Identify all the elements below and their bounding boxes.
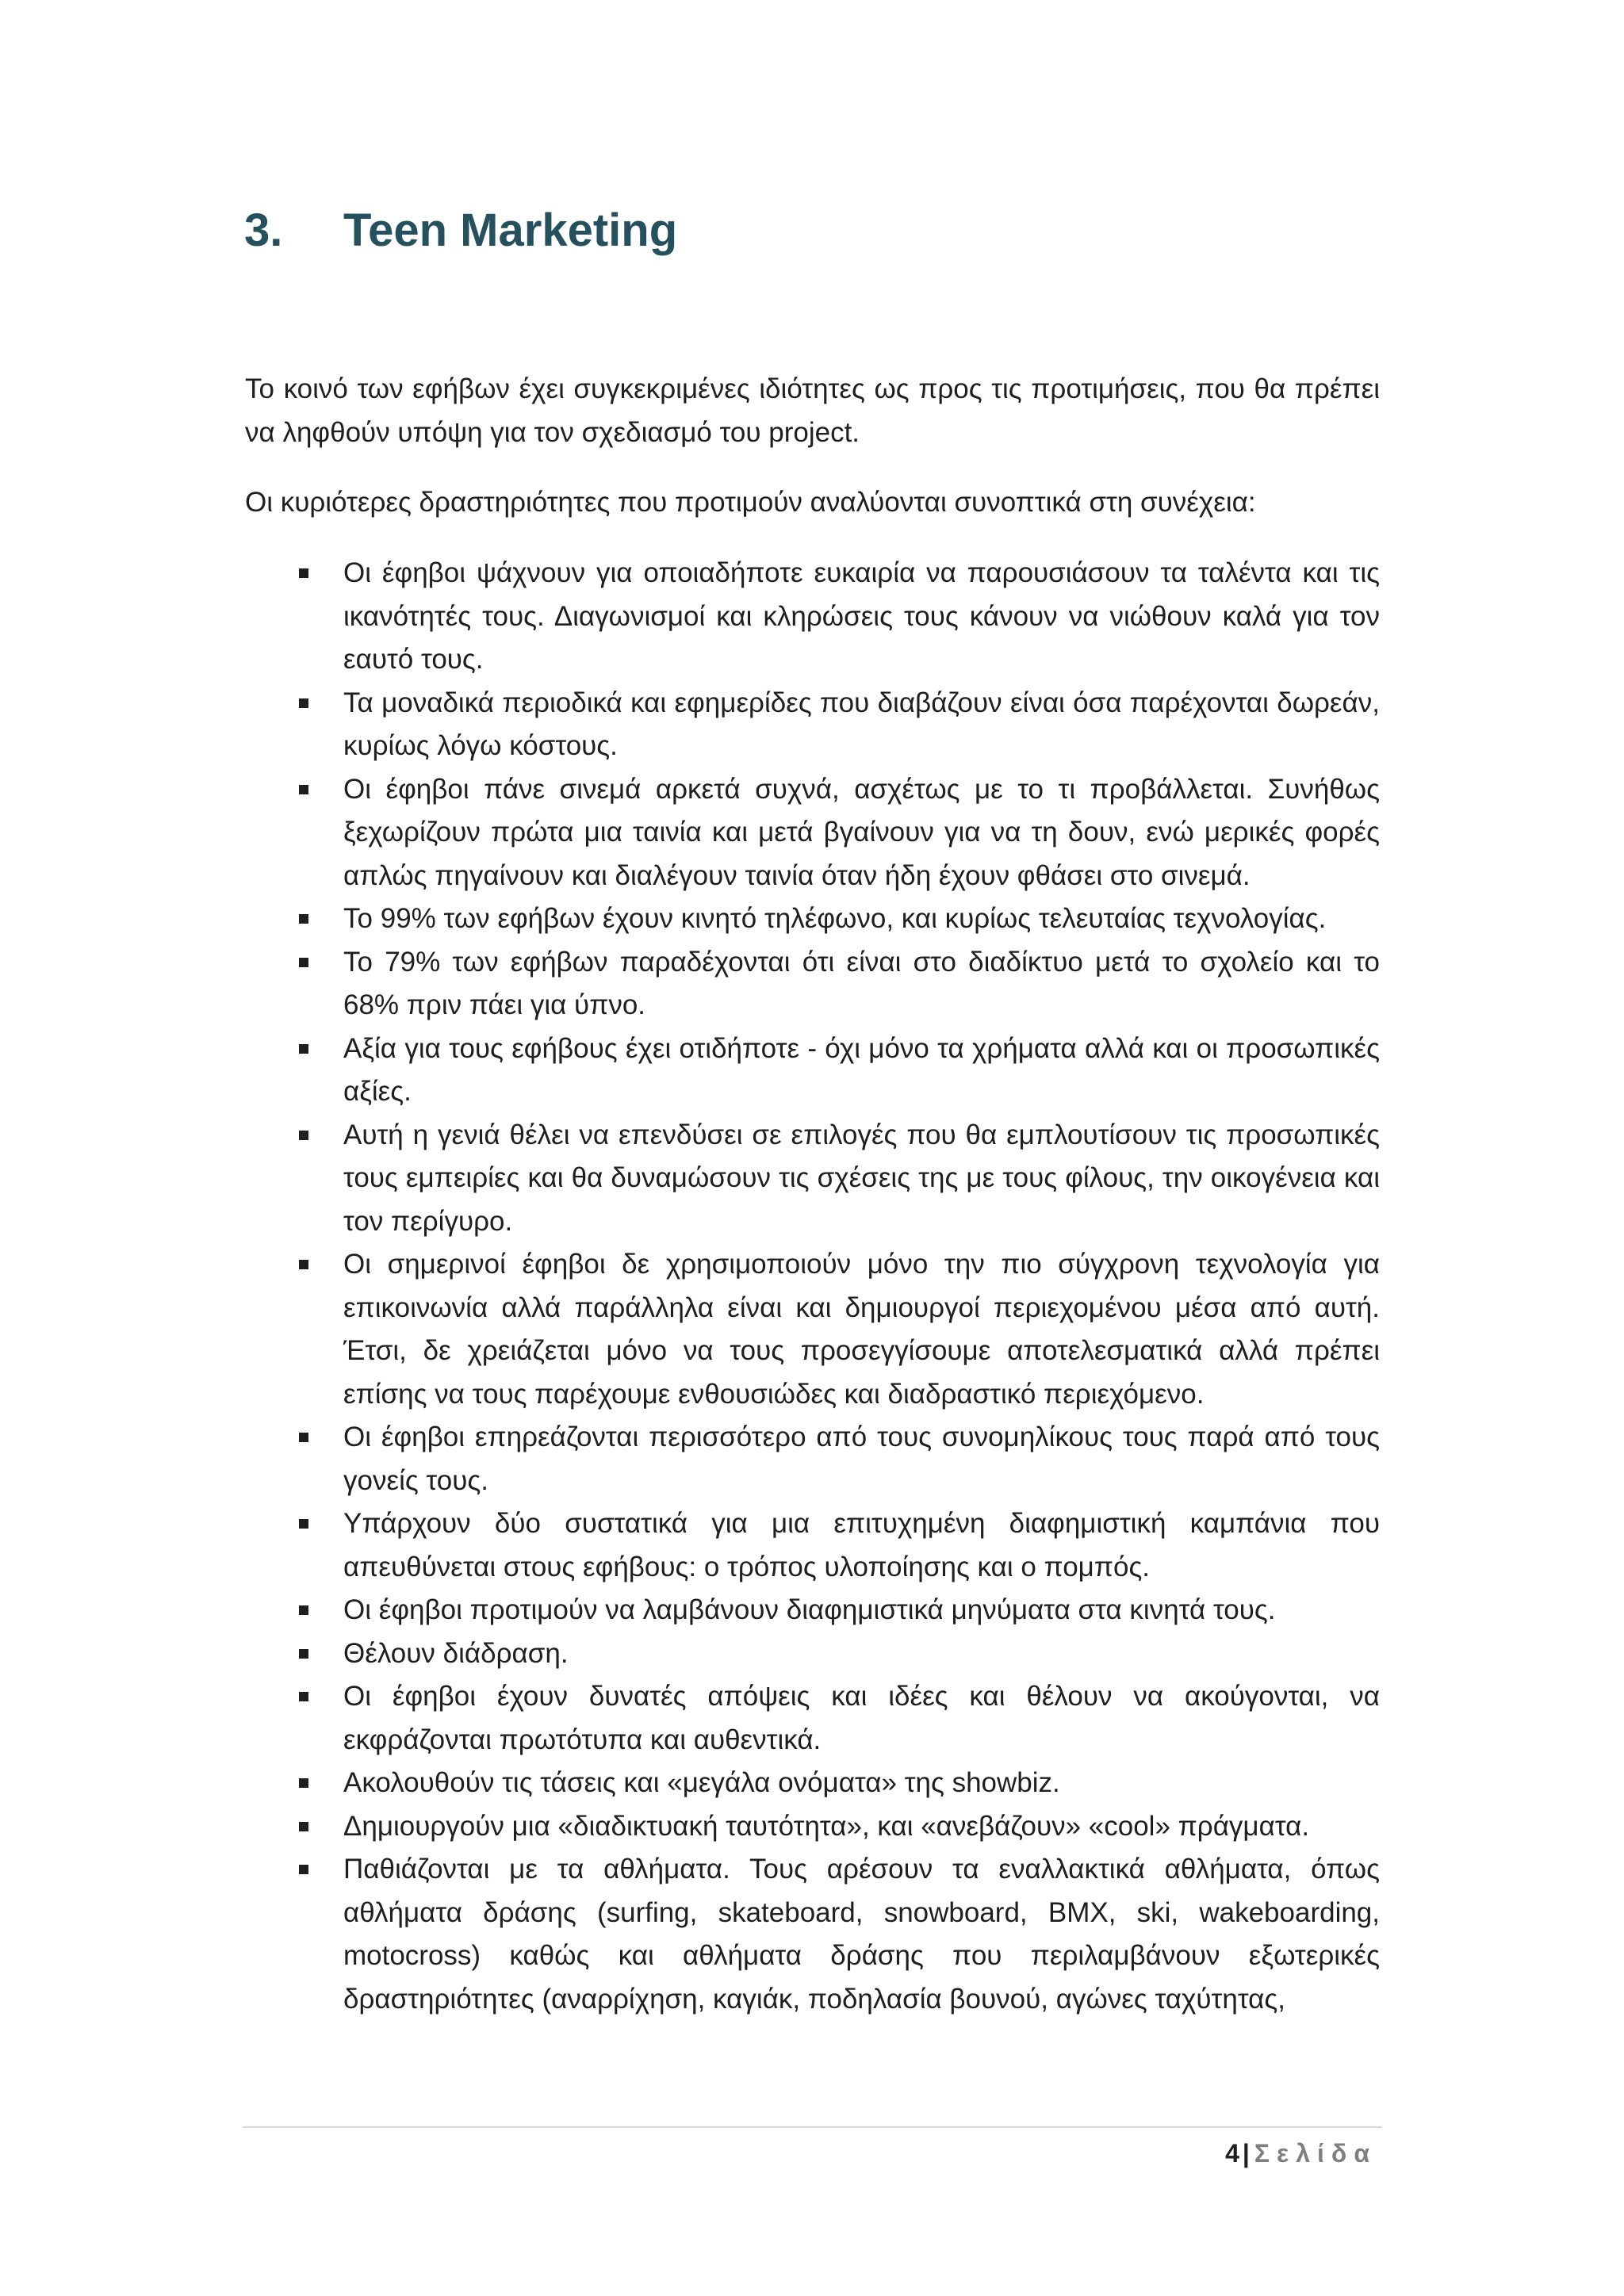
- list-item-text: Οι έφηβοι επηρεάζονται περισσότερο από τους συνομηλίκους τους παρά από τους γονείς τους.: [343, 1422, 1380, 1496]
- bullet-square-icon: [299, 958, 308, 967]
- list-item: [245, 1762, 1380, 1805]
- list-item-text: Παθιάζονται με τα αθλήματα. Τους αρέσουν τα εναλλακτικά αθλήματα, όπως αθλήματα δράσης (surfing, skateboard, snowboard, BMX, ski, wakeboarding, motocross) καθώς και αθλήματα δράσης που περιλαμβάνουν εξωτερικές δραστηριότητες (αναρρίχηση, καγιάκ, ποδηλασία βουνού, αγώνες ταχύτητας,: [343, 1854, 1380, 2015]
- list-item-text: Αυτή η γενιά θέλει να επενδύσει σε επιλογές που θα εμπλουτίσουν τις προσωπικές τους εμπειρίες και θα δυναμώσουν τις σχέσεις της με τους φίλους, την οικογένεια και τον περίγυρο.: [343, 1119, 1380, 1237]
- page-footer: [1225, 2136, 1377, 2171]
- page-label: Σελίδα: [1254, 2139, 1377, 2168]
- bullet-square-icon: [299, 1778, 308, 1788]
- bullet-square-icon: [299, 1692, 308, 1701]
- list-item-text: Οι έφηβοι έχουν δυνατές απόψεις και ιδέες και θέλουν να ακούγονται, να εκφράζονται πρωτότυπα και αυθεντικά.: [343, 1681, 1380, 1755]
- list-item: [245, 1805, 1380, 1849]
- bullet-square-icon: [299, 914, 308, 924]
- bullet-square-icon: [299, 1865, 308, 1874]
- bullet-square-icon: [299, 785, 308, 794]
- bullet-square-icon: [299, 1260, 308, 1269]
- bullet-square-icon: [299, 1649, 308, 1659]
- footer-divider: [243, 2126, 1382, 2128]
- bullet-square-icon: [299, 568, 308, 578]
- list-item-text: Αξία για τους εφήβους έχει οτιδήποτε - όχι μόνο τα χρήματα αλλά και οι προσωπικές αξίες.: [343, 1032, 1380, 1107]
- list-item-text: Ακολουθούν τις τάσεις και «μεγάλα ονόματα» της showbiz.: [343, 1767, 1060, 1798]
- list-item-text: Το 79% των εφήβων παραδέχονται ότι είναι στο διαδίκτυο μετά το σχολείο και το 68% πριν πάει για ύπνο.: [343, 946, 1380, 1020]
- list-item: [245, 1675, 1380, 1762]
- section-title: Teen Marketing: [343, 205, 678, 256]
- footer-separator: |: [1242, 2139, 1250, 2168]
- section-number: 3.: [244, 205, 283, 256]
- list-item-text: Δημιουργούν μια «διαδικτυακή ταυτότητα», και «ανεβάζουν» «cool» πράγματα.: [343, 1810, 1310, 1842]
- bullet-square-icon: [299, 1605, 308, 1615]
- list-item: [245, 1027, 1380, 1114]
- list-item: [245, 1589, 1380, 1632]
- bullet-list: [245, 552, 1380, 2021]
- list-item: [245, 552, 1380, 682]
- list-item: [245, 1632, 1380, 1676]
- list-item: [245, 1114, 1380, 1244]
- list-item-text: Το 99% των εφήβων έχουν κινητό τηλέφωνο, και κυρίως τελευταίας τεχνολογίας.: [343, 903, 1327, 934]
- bullet-square-icon: [299, 698, 308, 708]
- intro-paragraph: Το κοινό των εφήβων έχει συγκεκριμένες ιδιότητες ως προς τις προτιμήσεις, που θα πρέπει να ληφθούν υπόψη για τον σχεδιασμό του project.: [245, 373, 1380, 448]
- list-item: [245, 1502, 1380, 1589]
- list-item-text: Θέλουν διάδραση.: [343, 1637, 569, 1669]
- lead-paragraph: Οι κυριότερες δραστηριότητες που προτιμούν αναλύονται συνοπτικά στη συνέχεια:: [245, 487, 1256, 518]
- list-item-text: Οι έφηβοι προτιμούν να λαμβάνουν διαφημιστικά μηνύματα στα κινητά τους.: [343, 1594, 1276, 1625]
- list-item: [245, 768, 1380, 898]
- list-item-text: Οι έφηβοι πάνε σινεμά αρκετά συχνά, ασχέτως με το τι προβάλλεται. Συνήθως ξεχωρίζουν πρώτα μια ταινία και μετά βγαίνουν για να τη δουν, ενώ μερικές φορές απλώς πηγαίνουν και διαλέγουν ταινία όταν ήδη έχουν φθάσει στο σινεμά.: [343, 773, 1380, 891]
- list-item-text: Οι σημερινοί έφηβοι δε χρησιμοποιούν μόνο την πιο σύγχρονη τεχνολογία για επικοινωνία αλλά παράλληλα είναι και δημιουργοί περιεχομένου μέσα από αυτή. Έτσι, δε χρειάζεται μόνο να τους προσεγγίσουμε αποτελεσματικά αλλά πρέπει επίσης να τους παρέχουμε ενθουσιώδες και διαδραστικό περιεχόμενο.: [343, 1249, 1380, 1410]
- list-item: [245, 941, 1380, 1027]
- list-item: [245, 1416, 1380, 1502]
- list-item-text: Οι έφηβοι ψάχνουν για οποιαδήποτε ευκαιρία να παρουσιάσουν τα ταλέντα και τις ικανότητές τους. Διαγωνισμοί και κληρώσεις τους κάνουν να νιώθουν καλά για τον εαυτό τους.: [343, 557, 1380, 675]
- list-item-text: Τα μοναδικά περιοδικά και εφημερίδες που διαβάζουν είναι όσα παρέχονται δωρεάν, κυρίως λόγω κόστους.: [343, 687, 1380, 761]
- bullet-square-icon: [299, 1519, 308, 1529]
- bullet-square-icon: [299, 1044, 308, 1054]
- bullet-square-icon: [299, 1822, 308, 1831]
- list-item-text: Υπάρχουν δύο συστατικά για μια επιτυχημένη διαφημιστική καμπάνια που απευθύνεται στους εφήβους: ο τρόπος υλοποίησης και ο πομπός.: [343, 1508, 1380, 1582]
- page-number: 4: [1225, 2139, 1239, 2168]
- list-item: [245, 1848, 1380, 2021]
- list-item: [245, 682, 1380, 768]
- bullet-square-icon: [299, 1433, 308, 1442]
- list-item: [245, 897, 1380, 941]
- bullet-square-icon: [299, 1131, 308, 1140]
- list-item: [245, 1243, 1380, 1416]
- section-heading: [244, 198, 677, 263]
